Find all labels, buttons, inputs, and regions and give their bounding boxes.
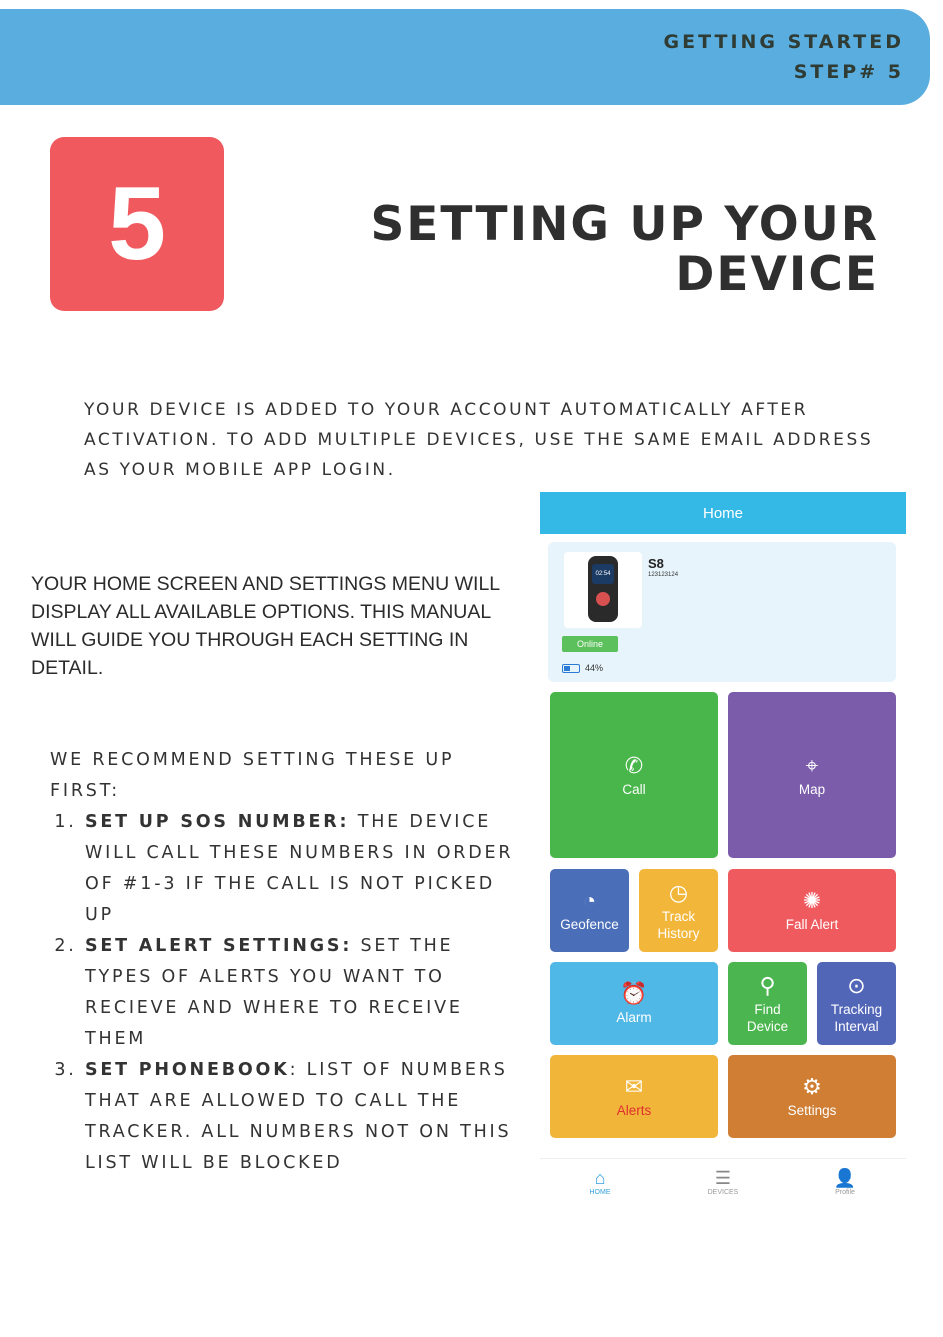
battery-icon bbox=[562, 664, 580, 673]
geofence-tile[interactable] bbox=[550, 869, 629, 952]
alerts-tile[interactable] bbox=[550, 1055, 718, 1138]
page-title-line-1: SETTING UP YOUR bbox=[370, 197, 879, 252]
history-icon: ◷ bbox=[668, 879, 689, 905]
page-title bbox=[370, 197, 879, 302]
alarm-clock-icon: ⏰ bbox=[620, 981, 648, 1006]
nav-label: HOME bbox=[589, 1189, 611, 1196]
header-line-2: STEP# 5 bbox=[793, 61, 904, 83]
track-history-label: Track History bbox=[657, 908, 700, 941]
home-icon: ⌂ bbox=[594, 1168, 606, 1188]
alerts-label: Alerts bbox=[616, 1103, 652, 1118]
find-device-label: Find Device bbox=[746, 1001, 789, 1034]
watch-screen-time: 02:54 bbox=[592, 564, 614, 584]
bottom-nav bbox=[540, 1158, 906, 1213]
app-screenshot bbox=[540, 492, 906, 1212]
tracking-interval-tile[interactable] bbox=[817, 962, 896, 1045]
recommendation-item-label: SET UP SOS NUMBER: bbox=[85, 812, 350, 832]
device-card[interactable] bbox=[548, 542, 896, 682]
nav-devices[interactable] bbox=[683, 1167, 763, 1196]
nav-label: Profile bbox=[835, 1189, 855, 1196]
interval-icon: ⊙ bbox=[847, 972, 866, 998]
nav-home[interactable] bbox=[560, 1167, 640, 1196]
watch-image bbox=[564, 552, 642, 628]
page-title-line-2: DEVICE bbox=[675, 247, 879, 302]
fall-icon: ✺ bbox=[802, 888, 822, 913]
recommendation-item-text: THE DEVICE WILL CALL THESE NUMBERS IN ORDER OF #1-3 IF THE CALL IS NOT PICKED UP bbox=[85, 812, 514, 925]
device-name: S8 bbox=[648, 556, 664, 571]
intro-paragraph: YOUR DEVICE IS ADDED TO YOUR ACCOUNT AUTOMATICALLY AFTER ACTIVATION. TO ADD MULTIPLE DEVICES, USE THE SAME EMAIL ADDRESS AS YOUR MOBILE APP LOGIN. bbox=[84, 400, 874, 480]
map-pin-icon: ⌖ bbox=[805, 752, 819, 778]
header-banner bbox=[0, 9, 930, 105]
fall-alert-label: Fall Alert bbox=[785, 917, 839, 932]
recommendation-item bbox=[85, 1055, 520, 1179]
watch-sos-button bbox=[596, 592, 610, 606]
user-icon: 👤 bbox=[833, 1168, 857, 1188]
search-icon: ⚲ bbox=[759, 972, 776, 998]
geofence-label: Geofence bbox=[560, 917, 619, 932]
map-tile[interactable] bbox=[728, 692, 896, 858]
watch-body bbox=[588, 556, 618, 622]
settings-label: Settings bbox=[787, 1103, 837, 1118]
call-label: Call bbox=[622, 781, 646, 797]
recommendation-item-label: SET ALERT SETTINGS: bbox=[85, 936, 353, 956]
recommendation-item-text: : LIST OF NUMBERS THAT ARE ALLOWED TO CALL THE TRACKER. ALL NUMBERS NOT ON THIS LIST WILL BE BLOCKED bbox=[85, 1060, 512, 1173]
recommendation-item-label: SET PHONEBOOK bbox=[85, 1060, 290, 1080]
recommendation-item-text: SET THE TYPES OF ALERTS YOU WANT TO RECIEVE AND WHERE TO RECEIVE THEM bbox=[85, 936, 463, 1049]
battery-level: 44% bbox=[585, 663, 604, 673]
mail-alert-icon: ✉ bbox=[624, 1074, 644, 1099]
list-icon: ☰ bbox=[714, 1168, 732, 1188]
recommendation-list bbox=[50, 807, 520, 1179]
call-tile[interactable] bbox=[550, 692, 718, 858]
app-top-bar: Home bbox=[540, 492, 906, 534]
step-number-badge: 5 bbox=[50, 137, 224, 311]
device-id: 123123124 bbox=[648, 572, 679, 578]
status-badge: Online bbox=[562, 636, 618, 652]
home-screen-note: YOUR HOME SCREEN AND SETTINGS MENU WILL DISPLAY ALL AVAILABLE OPTIONS. THIS MANUAL WILL GUIDE YOU THROUGH EACH SETTING IN DETAIL. bbox=[31, 573, 500, 679]
find-device-tile[interactable] bbox=[728, 962, 807, 1045]
tracking-interval-label: Tracking Interval bbox=[830, 1001, 883, 1034]
gear-icon: ⚙ bbox=[802, 1074, 822, 1099]
fall-alert-tile[interactable] bbox=[728, 869, 896, 952]
track-history-tile[interactable] bbox=[639, 869, 718, 952]
nav-label: DEVICES bbox=[707, 1189, 739, 1196]
alarm-tile[interactable] bbox=[550, 962, 718, 1045]
recommendation-section bbox=[50, 745, 520, 1179]
header-line-1: GETTING STARTED bbox=[663, 31, 904, 53]
alarm-label: Alarm bbox=[616, 1010, 652, 1025]
geofence-icon: ◔ bbox=[582, 888, 597, 913]
recommendation-item bbox=[85, 807, 520, 931]
nav-profile[interactable] bbox=[805, 1167, 885, 1196]
battery-indicator bbox=[562, 663, 603, 673]
settings-tile[interactable] bbox=[728, 1055, 896, 1138]
map-label: Map bbox=[798, 781, 826, 797]
recommendation-heading: WE RECOMMEND SETTING THESE UP FIRST: bbox=[50, 750, 455, 801]
phone-icon: ✆ bbox=[624, 752, 644, 778]
recommendation-item bbox=[85, 931, 520, 1055]
